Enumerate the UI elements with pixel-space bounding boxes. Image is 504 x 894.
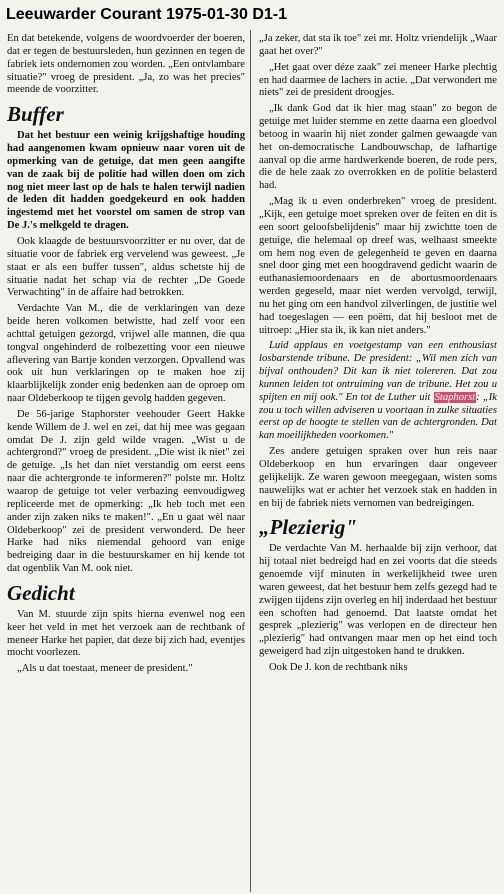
subheading-buffer: Buffer	[7, 102, 64, 127]
column-divider	[250, 30, 251, 892]
paragraph: „Ja zeker, dat sta ik toe" zei mr. Holtz vriendelijk „Waar gaat het over?"	[259, 33, 497, 57]
left-column	[7, 33, 245, 891]
paragraph: De 56-jarige Staphorster veehouder Geert Hakke kende Willem de J. wel en zei, dat hij mee was gegaan omdat De J. zijn geld wilde vragen. „Wist u de achtergrond?" vroeg de president. „Die wist ik niet" zei de getuige. „Is het dan niet verstandig om eerst eens naar die achtergronde te informeren?" polste mr. Holtz waarop de getuige tot veler verbazing eenvoudigweg repliceerde met de opmerking: „Ik heb toch met een ander zijn zaken niks te maken!". „En u gaat wèl naar Oldeberkoop" zei de president verwonderd. De heer Harke had niks niemendal gehoord van enige bedreiging daar in die bestuurskamer en hij kende tot dat ogenblik Van M. ook niet.	[7, 408, 245, 575]
paragraph: „Ik dank God dat ik hier mag staan" zo begon de getuige met luider stemme en zette daarna een gloedvol betoog in waarin hij niet zonder galmen gewaagde van het on-democratische Landbouwschap, de lafhartige aanval op die arme hardwerkende boeren, de rode pers, die de hele zaak zo overrokken en de politie belasterd had.	[259, 103, 497, 192]
paragraph: Ook De J. kon de rechtbank niks	[269, 661, 408, 673]
subheading-plezierig: „Plezierig"	[259, 515, 357, 540]
paragraph: „Als u dat toestaat, meneer de president."	[17, 663, 193, 675]
text-run: Luid applaus en voetgestamp van een enthousiast losbarstende tribune. De president: „Wil men zich van bijval onthouden? Dit kan ik niet tolereren. Dat zou kunnen leiden tot ontruiming van de tribune. Het zou u spijten en mij ook." En tot de Luther uit	[259, 340, 497, 403]
paragraph: De verdachte Van M. herhaalde bij zijn verhoor, dat hij totaal niet bedreigd had en zei voorts dat die steeds genoemde vijf minuten in werkelijkheid twee uren waren geweest, dat het bestuur hem zelfs gezegd had te zwijgen tijdens zijn overleg en hij inderdaad het bestuur een schoften had genoemd. Dat laatste omdat het gesprek „plezierig" was verlopen en de directeur hen „plezierig" had ontvangen maar men op het eind toch geweigerd had zijn uitgestoken hand te drukken.	[259, 543, 497, 658]
paragraph: Zes andere getuigen spraken over hun reis naar Oldeberkoop en hun ervaringen daar ongeveer gelijkelijk. Ze waren gewoon meegegaan, wisten soms nauwelijks wat er achter het verzoek stak en hadden in en bij de fabriek niets vernomen van bedreigingen.	[259, 446, 497, 509]
paragraph: Verdachte Van M., die de verklaringen van deze beide heren volkomen betwistte, had zelf voor een achttal getuigen gezorgd, vrijwel alle mannen, die qua tongval ongehinderd de rolbezetting voor een nieuwe aflevering van Bartje konden verzorgen. Opvallend was ook uit hun verklaringen op te maken hoe zij klaarblijkelijk zonder enig bedenken aan de oproep om naar Oldeberkoop te tijgen gevolg hadden gegeven.	[7, 303, 245, 405]
paragraph-bold: Dat het bestuur een weinig krijgshaftige houding had aangenomen kwam opnieuw naar voren uit de opmerking van de getuige, dat men geen aangifte van de zaak bij de politie had willen doen om zich nog niet meer last op de hals te halen terwijl nadien de leden dit hadden goedgekeurd en ook hadden ingestemd met het voorstel om samen de strop van De J.'s melkgeld te dragen.	[7, 130, 245, 232]
subheading-gedicht: Gedicht	[7, 580, 75, 605]
paragraph: Van M. stuurde zijn spits hierna evenwel nog een keer het veld in met het verzoek aan de rechtbank of meneer Harke het papier, dat deze bij zich had, eventjes mocht voorlezen.	[7, 608, 245, 659]
paragraph: „Het gaat over déze zaak" zei meneer Harke plechtig en had daarmee de lachers in actie. „Dat verwondert me niets" zei de president droogjes.	[259, 61, 497, 99]
masthead: Leeuwarder Courant 1975-01-30 D1-1	[6, 6, 287, 23]
highlighted-term: Staphorst	[434, 391, 476, 403]
text-run: : „Ik zou u toch willen adviseren u voortaan in zulke situaties eerst op de hoogte te stellen van de achtergronden. Dat kan moeilijkheden voorkomen."	[259, 391, 497, 442]
paragraph-italic	[259, 340, 497, 443]
paragraph: „Mag ik u even onderbreken" vroeg de president. „Kijk, een getuige moet spreken over de feiten en dit is een soort geloofsbelijdenis" maar hij zwichtte toen de getuige, die helemaal op dreef was, welhaast smeekte om hem nog even de gelegenheid te geven en daarna snel door ging met een hoogdravend gedicht waarin de euthanasiemoordenaars en de abortusmoordenaars werden gegeseld, maar niet werden vervolgd, terwijl, nu het ging om een handvol zilverlingen, de justitie wel had toegeslagen — een poëm, dat hij besloot met de uitroep: „Hier sta ik, ik kan niet anders."	[259, 196, 497, 336]
right-column	[259, 33, 497, 891]
paragraph: En dat betekende, volgens de woordvoerder der boeren, dat er tegen de bestuursleden, hun gezinnen en tegen de fabriek iets ondernomen zou worden. „Een ontvlambare situatie?" vroeg de president. „Ja, zo was het precies" meende de voorzitter.	[7, 33, 245, 96]
paragraph: Ook klaagde de bestuursvoorzitter er nu over, dat de situatie voor de fabriek erg vervelend was geweest. „Je staat er als een buffer tussen", aldus schetste hij de situatie nadat het schap via de rechter „De Goede Verwachting" in de affaire had betrokken.	[7, 235, 245, 299]
